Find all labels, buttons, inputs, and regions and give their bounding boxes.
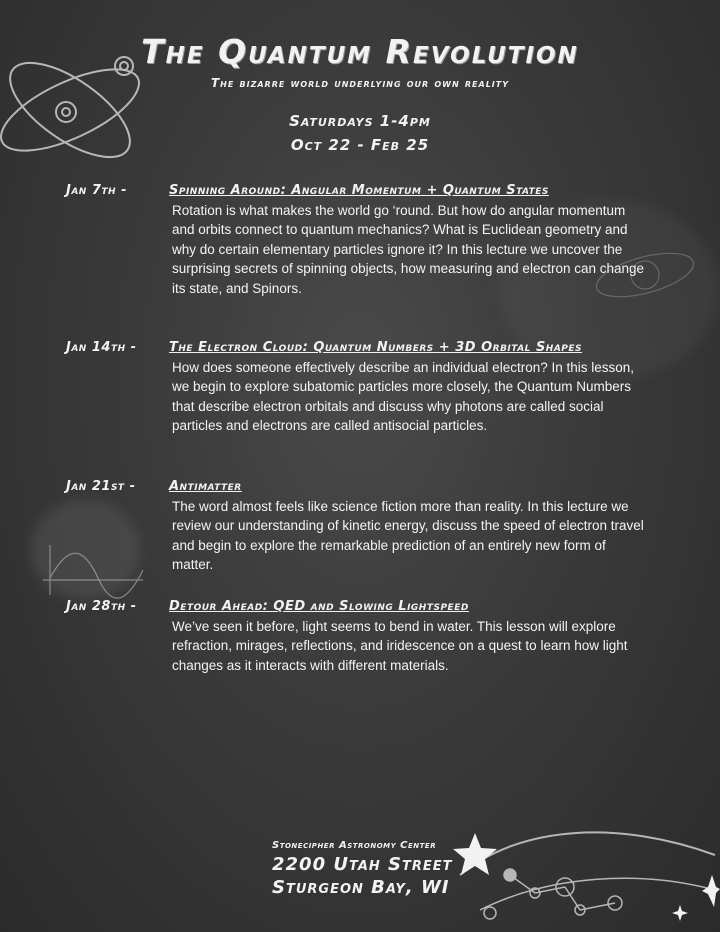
page-subtitle: The bizarre world underlying our own reality	[210, 76, 510, 90]
lecture-date: Jan 7th -	[66, 183, 127, 198]
lecture-description: How does someone effectively describe an individual electron? In this lesson, we begin to explore subatomic particles more closely, the Quantum Numbers that describe electron orbitals and discuss why photons are called social particles and electrons are called antisocial particles.	[172, 360, 635, 434]
constellation-icon	[440, 815, 720, 932]
star-icon	[702, 875, 720, 907]
lecture-title: The Electron Cloud: Quantum Numbers + 3D Orbital Shapes	[169, 340, 583, 355]
star-icon	[453, 833, 497, 875]
lecture-description: We’ve seen it before, light seems to bend in water. This lesson will explore refraction, mirages, reflections, and iridescence on a quest to learn how light changes as it interacts with different materials.	[172, 619, 628, 673]
page-title: The Quantum Revolution	[141, 32, 579, 71]
schedule-range: Oct 22 - Feb 25	[290, 136, 430, 154]
venue-city: Sturgeon Bay, WI	[272, 877, 450, 898]
lecture-date: Jan 14th -	[66, 340, 137, 355]
lecture-date: Jan 21st -	[66, 479, 136, 494]
lecture-title: Detour Ahead: QED and Slowing Lightspeed	[169, 599, 469, 614]
lecture-date: Jan 28th -	[66, 599, 137, 614]
venue-name: Stonecipher Astronomy Center	[272, 840, 437, 851]
star-icon	[672, 905, 688, 921]
chalk-graph-icon	[38, 540, 148, 600]
lecture-description: The word almost feels like science fiction more than reality. In this lecture we review our understanding of kinetic energy, discuss the speed of electron travel and begin to explore the remarkable prediction of an entirely new form of matter.	[172, 499, 644, 573]
lecture-title: Spinning Around: Angular Momentum + Quantum States	[169, 183, 549, 198]
lecture-title: Antimatter	[169, 479, 242, 494]
venue-street: 2200 Utah Street	[272, 854, 453, 875]
schedule-day: Saturdays 1-4pm	[289, 112, 431, 130]
lecture-description: Rotation is what makes the world go ‘round. But how do angular momentum and orbits connect to quantum mechanics? What is Euclidean geometry and why do certain elementary particles ignore it? In this lecture we uncover the surprising secrets of spinning objects, how measuring and electron can change its state, and Spinors.	[172, 203, 645, 296]
venue-address	[272, 840, 453, 898]
